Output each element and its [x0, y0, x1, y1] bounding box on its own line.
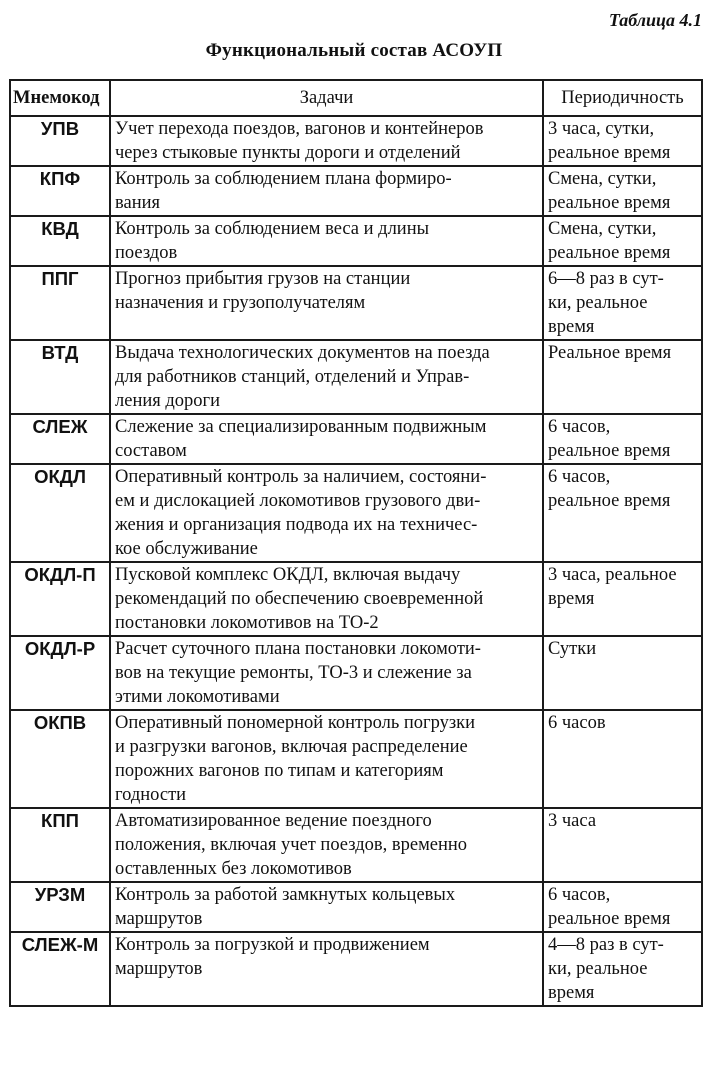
task-cell: [110, 340, 543, 414]
periodicity-line: Сутки: [548, 639, 597, 659]
functions-table: [9, 79, 703, 1007]
periodicity-line: время: [548, 983, 595, 1003]
periodicity-cell: [543, 414, 702, 464]
periodicity-line: реальное время: [548, 491, 671, 511]
periodicity-line: 6 часов,: [548, 467, 611, 487]
periodicity-line: реальное время: [548, 193, 671, 213]
periodicity-line: реальное время: [548, 441, 671, 461]
mnemocode-cell: ОКДЛ-Р: [10, 636, 110, 710]
task-line: Контроль за соблюдением плана формиро-: [115, 169, 452, 189]
periodicity-line: время: [548, 589, 595, 609]
task-line: поездов: [115, 243, 178, 263]
table-row: [10, 340, 702, 414]
mnemocode-cell: ППГ: [10, 266, 110, 340]
mnemocode-cell: ОКДЛ: [10, 464, 110, 562]
table-row: [10, 464, 702, 562]
table-row: [10, 414, 702, 464]
periodicity-line: Смена, сутки,: [548, 169, 657, 189]
table-row: [10, 710, 702, 808]
task-line: составом: [115, 441, 187, 461]
table-header-row: [10, 80, 702, 116]
task-cell: [110, 882, 543, 932]
task-line: маршрутов: [115, 909, 203, 929]
task-line: Выдача технологических документов на поезда: [115, 343, 490, 363]
task-line: Расчет суточного плана постановки локомоти-: [115, 639, 481, 659]
task-line: ем и дислокацией локомотивов грузового дви-: [115, 491, 481, 511]
header-tasks: Задачи: [110, 80, 543, 116]
periodicity-line: Реальное время: [548, 343, 672, 363]
periodicity-line: ки, реальное: [548, 959, 648, 979]
task-line: для работников станций, отделений и Управ-: [115, 367, 470, 387]
periodicity-cell: [543, 340, 702, 414]
table-body: [10, 116, 702, 1006]
mnemocode-cell: КВД: [10, 216, 110, 266]
task-line: положения, включая учет поездов, временно: [115, 835, 468, 855]
task-line: постановки локомотивов на ТО-2: [115, 613, 379, 633]
table-row: [10, 932, 702, 1006]
task-line: маршрутов: [115, 959, 203, 979]
table-number-caption: Таблица 4.1: [608, 10, 702, 30]
mnemocode-cell: КПФ: [10, 166, 110, 216]
task-cell: [110, 562, 543, 636]
mnemocode-cell: СЛЕЖ: [10, 414, 110, 464]
task-line: и разгрузки вагонов, включая распределение: [115, 737, 468, 757]
periodicity-cell: [543, 882, 702, 932]
task-line: Учет перехода поездов, вагонов и контейнеров: [115, 119, 484, 139]
table-row: [10, 266, 702, 340]
mnemocode-cell: СЛЕЖ-М: [10, 932, 110, 1006]
periodicity-line: время: [548, 317, 595, 337]
periodicity-cell: [543, 636, 702, 710]
table-row: [10, 216, 702, 266]
task-cell: [110, 808, 543, 882]
periodicity-cell: [543, 116, 702, 166]
task-cell: [110, 636, 543, 710]
table-title: Функциональный состав АСОУП: [205, 40, 503, 61]
task-cell: [110, 266, 543, 340]
header-mnemocode: Мнемокод: [10, 80, 110, 116]
task-line: через стыковые пункты дороги и отделений: [115, 143, 461, 163]
periodicity-line: 4—8 раз в сут-: [548, 935, 664, 955]
periodicity-cell: [543, 464, 702, 562]
task-line: назначения и грузополучателям: [115, 293, 366, 313]
task-line: Контроль за работой замкнутых кольцевых: [115, 885, 456, 905]
task-line: Слежение за специализированным подвижным: [115, 417, 487, 437]
periodicity-line: 3 часа, сутки,: [548, 119, 655, 139]
periodicity-line: 6 часов,: [548, 885, 611, 905]
task-line: этими локомотивами: [115, 687, 280, 707]
task-line: Контроль за соблюдением веса и длины: [115, 219, 430, 239]
periodicity-line: Смена, сутки,: [548, 219, 657, 239]
task-cell: [110, 216, 543, 266]
mnemocode-cell: ОКПВ: [10, 710, 110, 808]
mnemocode-cell: ВТД: [10, 340, 110, 414]
task-cell: [110, 166, 543, 216]
task-line: Автоматизированное ведение поездного: [115, 811, 432, 831]
header-periodicity: Периодичность: [543, 80, 702, 116]
mnemocode-cell: УРЗМ: [10, 882, 110, 932]
mnemocode-cell: УПВ: [10, 116, 110, 166]
periodicity-cell: [543, 216, 702, 266]
mnemocode-cell: ОКДЛ-П: [10, 562, 110, 636]
task-line: кое обслуживание: [115, 539, 258, 559]
task-cell: [110, 116, 543, 166]
periodicity-line: реальное время: [548, 243, 671, 263]
task-line: Контроль за погрузкой и продвижением: [115, 935, 430, 955]
task-line: Оперативный контроль за наличием, состояни-: [115, 467, 487, 487]
task-line: Оперативный пономерной контроль погрузки: [115, 713, 476, 733]
periodicity-line: 6—8 раз в сут-: [548, 269, 664, 289]
periodicity-line: 3 часа: [548, 811, 597, 831]
task-line: годности: [115, 785, 187, 805]
table-row: [10, 116, 702, 166]
periodicity-cell: [543, 808, 702, 882]
periodicity-cell: [543, 932, 702, 1006]
task-line: ления дороги: [115, 391, 221, 411]
task-cell: [110, 464, 543, 562]
periodicity-cell: [543, 710, 702, 808]
task-line: Пусковой комплекс ОКДЛ, включая выдачу: [115, 565, 461, 585]
table-row: [10, 636, 702, 710]
task-line: рекомендаций по обеспечению своевременной: [115, 589, 484, 609]
periodicity-line: реальное время: [548, 143, 671, 163]
periodicity-cell: [543, 562, 702, 636]
periodicity-line: 6 часов: [548, 713, 606, 733]
task-cell: [110, 932, 543, 1006]
mnemocode-cell: КПП: [10, 808, 110, 882]
task-line: Прогноз прибытия грузов на станции: [115, 269, 411, 289]
task-line: жения и организация подвода их на техничес-: [115, 515, 478, 535]
table-row: [10, 562, 702, 636]
task-line: вов на текущие ремонты, ТО-3 и слежение за: [115, 663, 472, 683]
task-line: оставленных без локомотивов: [115, 859, 352, 879]
periodicity-line: 6 часов,: [548, 417, 611, 437]
periodicity-cell: [543, 166, 702, 216]
task-line: вания: [115, 193, 161, 213]
periodicity-line: реальное время: [548, 909, 671, 929]
table-row: [10, 882, 702, 932]
table-row: [10, 166, 702, 216]
task-cell: [110, 414, 543, 464]
task-cell: [110, 710, 543, 808]
table-container: [9, 79, 701, 1007]
periodicity-line: 3 часа, реальное: [548, 565, 677, 585]
periodicity-line: ки, реальное: [548, 293, 648, 313]
task-line: порожних вагонов по типам и категориям: [115, 761, 444, 781]
periodicity-cell: [543, 266, 702, 340]
table-row: [10, 808, 702, 882]
